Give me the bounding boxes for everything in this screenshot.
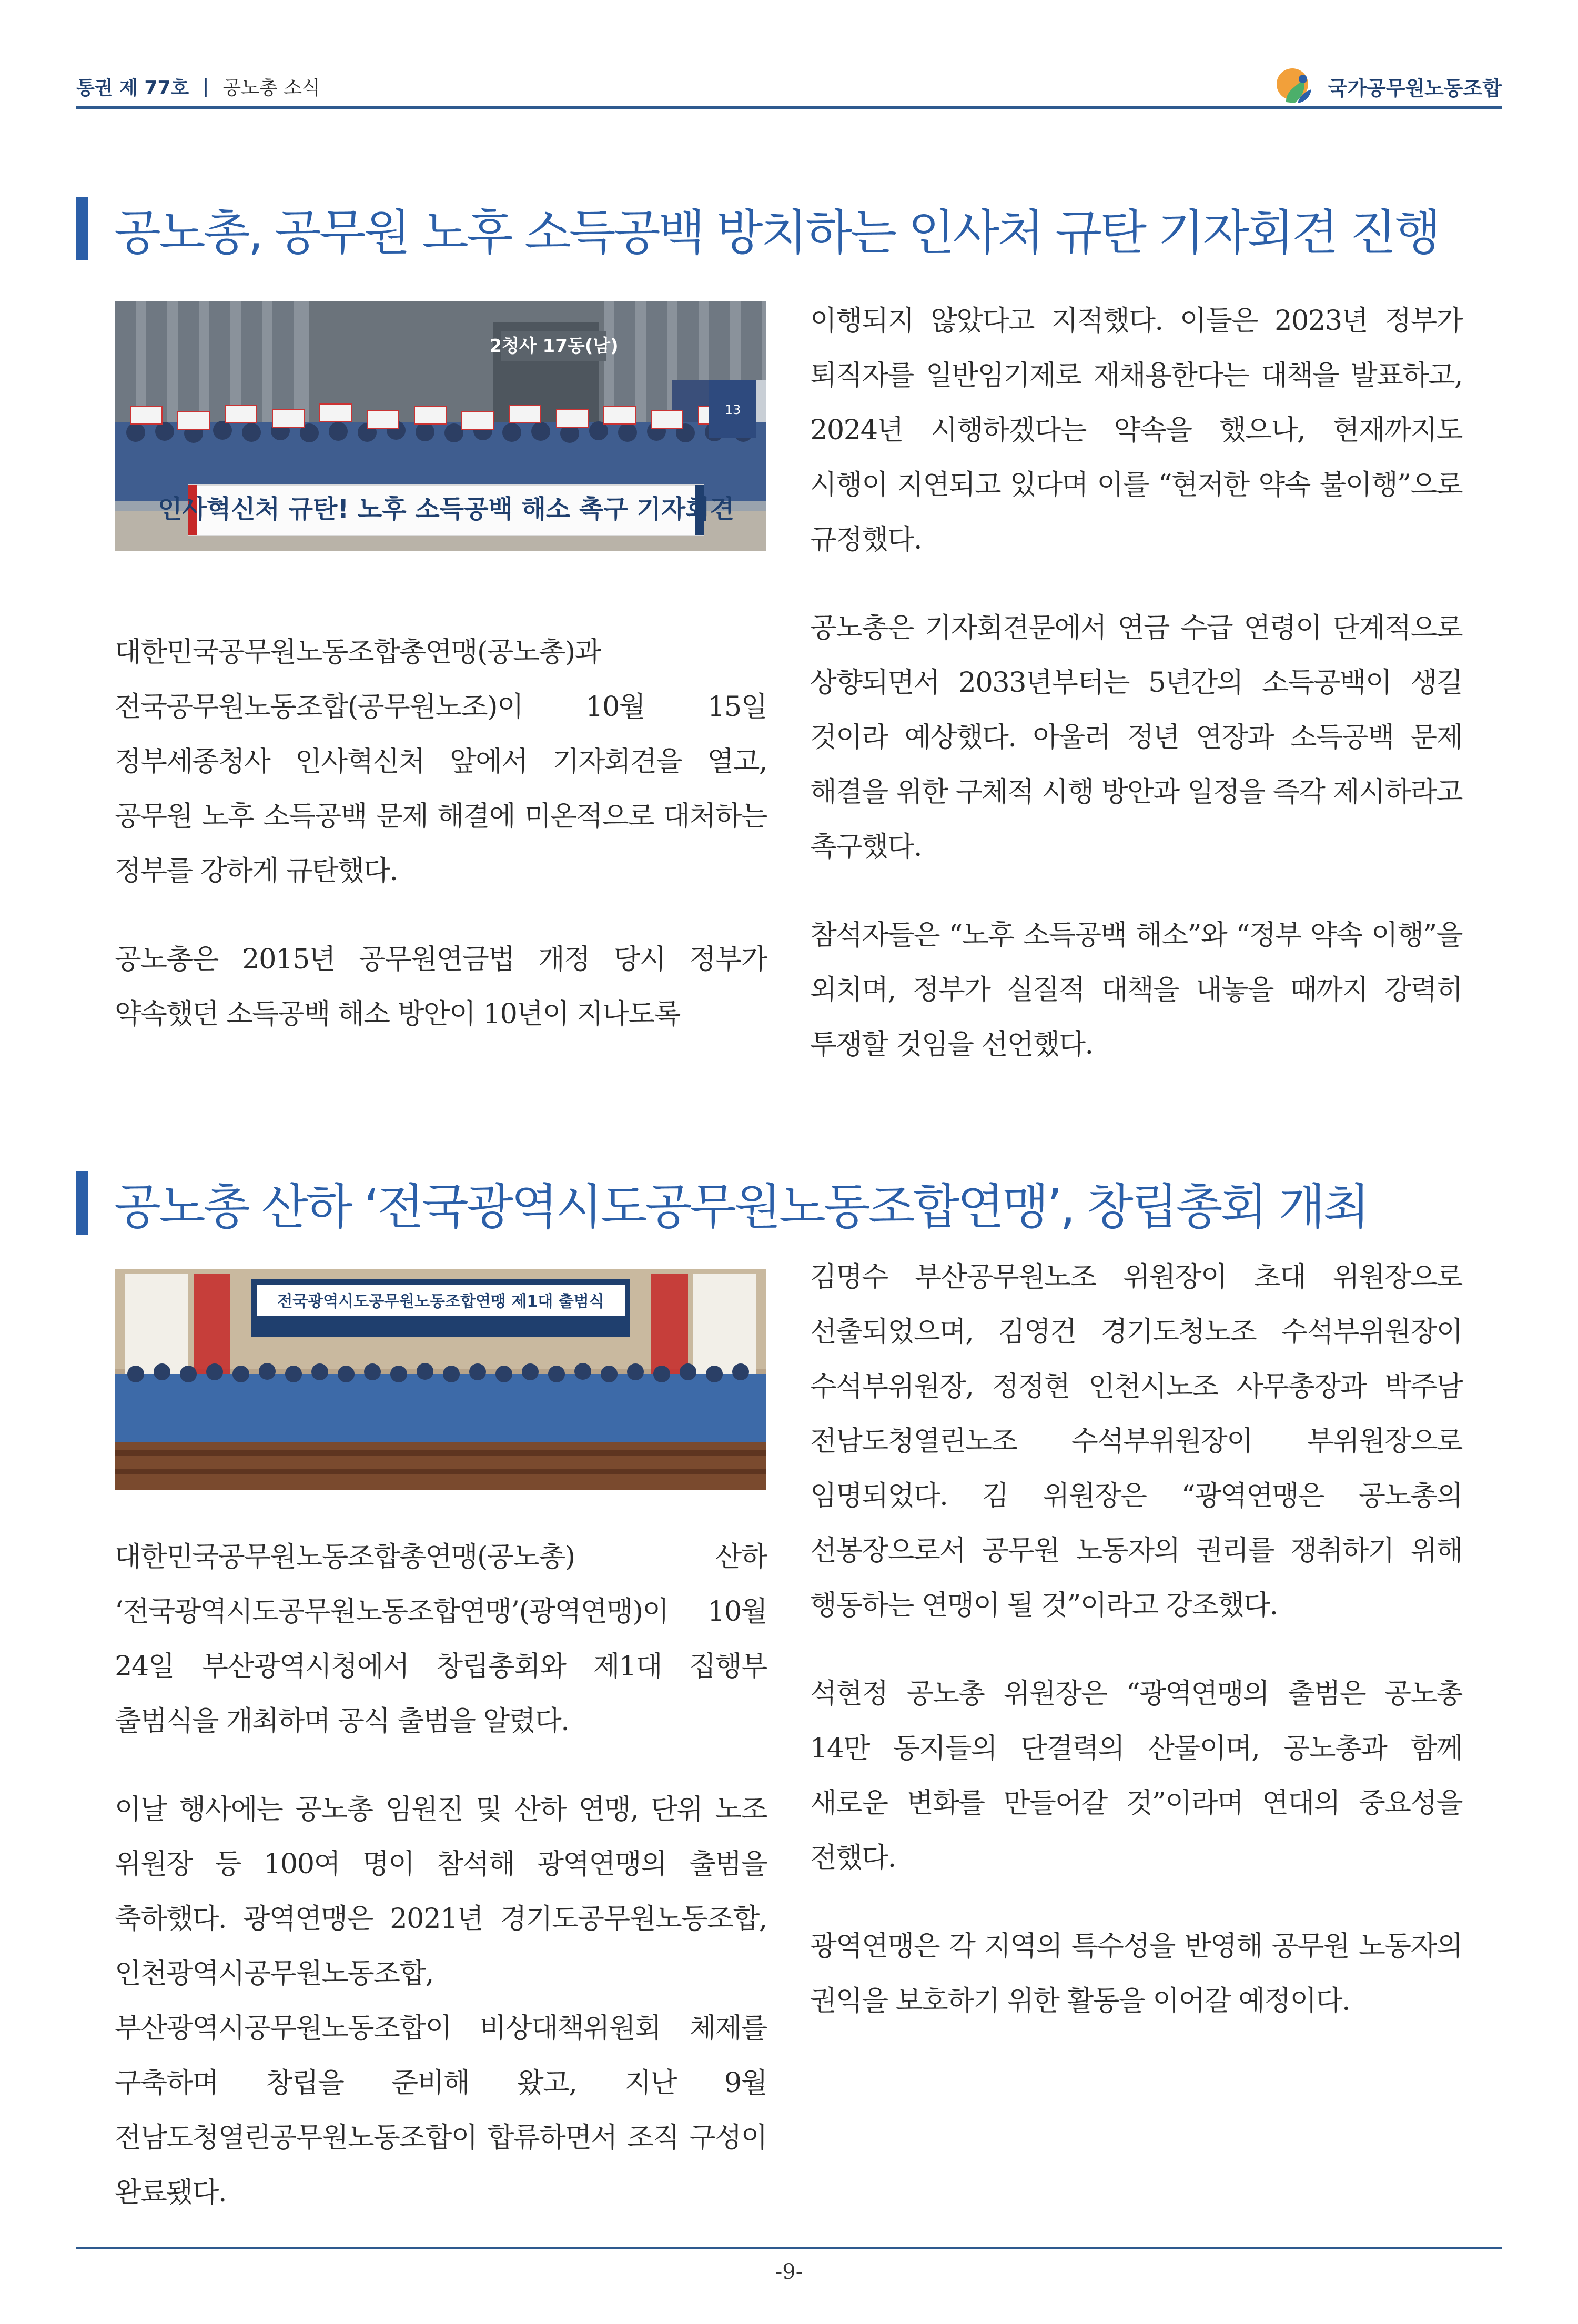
union-logo-icon bbox=[1270, 65, 1321, 107]
article2-headline bbox=[76, 1169, 1549, 1237]
article2-right-paragraph: 광역연맹은 각 지역의 특수성을 반영해 공무원 노동자의 권익을 보호하기 위한 활동을 이어갈 예정이다. bbox=[810, 1930, 1462, 2017]
issue-number: 통권 제 77호 bbox=[76, 77, 189, 99]
header-divider bbox=[76, 106, 1502, 109]
article2-right-column bbox=[810, 1250, 1462, 2062]
photo1-post-sign: 13 bbox=[724, 402, 741, 417]
article1-right-column bbox=[810, 294, 1462, 1106]
photo1-building-sign: 2청사 17동(남) bbox=[489, 336, 619, 357]
article1-title: 공노총, 공무원 노후 소득공백 방치하는 인사처 규탄 기자회견 진행 bbox=[114, 205, 1439, 261]
org-name: 국가공무원노동조합 bbox=[1328, 76, 1502, 100]
header-right bbox=[1270, 65, 1502, 107]
headline-accent-bar bbox=[76, 1171, 88, 1235]
article1-left-column bbox=[115, 625, 767, 1075]
article1-right-paragraph: 공노총은 기자회견문에서 연금 수급 연령이 단계적으로 상향되면서 2033년부터는 5년간의 소득공백이 생길 것이라 예상했다. 아울러 정년 연장과 소득공백 문제 해결을 위한 구체적 시행 방안과 일정을 즉각 제시하라고 촉구했다. bbox=[810, 612, 1462, 863]
page-header bbox=[76, 67, 1502, 105]
header-left bbox=[76, 73, 320, 100]
article1-left-paragraph: 공노총은 2015년 공무원연금법 개정 당시 정부가 약속했던 소득공백 해소 방안이 10년이 지나도록 bbox=[115, 943, 767, 1030]
article2-left-paragraph: 이날 행사에는 공노총 임원진 및 산하 연맹, 단위 노조 위원장 등 100여 명이 참석해 광역연맹의 출범을 축하했다. 광역연맹은 2021년 경기도공무원노동조합, 인천광역시공무원노동조합, 부산광역시공무원노동조합이 비상대책위원회 체제를 구축하며 창립을 준비해 왔고, 지난 9월 전남도청열린공무원노동조합이 합류하면서 조직 구성이 완료됐다. bbox=[115, 1793, 767, 2208]
article2-right-paragraph: 김명수 부산공무원노조 위원장이 초대 위원장으로 선출되었으며, 김영건 경기도청노조 수석부위원장이 수석부위원장, 정정현 인천시노조 사무총장과 박주남 전남도청열린노조 수석부위원장이 부위원장으로 임명되었다. 김 위원장은 “광역연맹은 공노총의 선봉장으로서 공무원 노동자의 권리를 쟁취하기 위해 행동하는 연맹이 될 것”이라고 강조했다. bbox=[810, 1261, 1462, 1621]
article1-photo bbox=[115, 301, 766, 551]
article1-left-paragraph: 대한민국공무원노동조합총연맹(공노총)과 전국공무원노동조합(공무원노조)이 10월 15일 정부세종청사 인사혁신처 앞에서 기자회견을 열고, 공무원 노후 소득공백 문제 해결에 미온적으로 대처하는 정부를 강하게 규탄했다. bbox=[115, 636, 767, 887]
page-number: -9- bbox=[775, 2260, 803, 2284]
photo1-banner-text: 인사혁신처 규탄! 노후 소득공백 해소 촉구 기자회견 bbox=[158, 494, 734, 524]
article2-photo bbox=[115, 1269, 766, 1490]
photo2-stage-banner: 전국광역시도공무원노동조합연맹 제1대 출범식 bbox=[277, 1292, 604, 1311]
article2-title: 공노총 산하 ‘전국광역시도공무원노동조합연맹’, 창립총회 개최 bbox=[114, 1179, 1368, 1235]
headline-accent-bar bbox=[76, 197, 88, 260]
article2-left-paragraph: 대한민국공무원노동조합총연맹(공노총) 산하 ‘전국광역시도공무원노동조합연맹’(광역연맹)이 10월 24일 부산광역시청에서 창립총회와 제1대 집행부 출범식을 개최하며 공식 출범을 알렸다. bbox=[115, 1541, 767, 1737]
article2-right-paragraph: 석현정 공노총 위원장은 “광역연맹의 출범은 공노총 14만 동지들의 단결력의 산물이며, 공노총과 함께 새로운 변화를 만들어갈 것”이라며 연대의 중요성을 전했다. bbox=[810, 1678, 1462, 1874]
header-separator: | bbox=[203, 75, 209, 97]
article1-headline bbox=[76, 195, 1549, 263]
article1-right-paragraph: 참석자들은 “노후 소득공백 해소”와 “정부 약속 이행”을 외치며, 정부가 실질적 대책을 내놓을 때까지 강력히 투쟁할 것임을 선언했다. bbox=[810, 919, 1462, 1060]
article1-right-paragraph: 이행되지 않았다고 지적했다. 이들은 2023년 정부가 퇴직자를 일반임기제로 재채용한다는 대책을 발표하고, 2024년 시행하겠다는 약속을 했으나, 현재까지도 시행이 지연되고 있다며 이를 “현저한 약속 불이행”으로 규정했다. bbox=[810, 305, 1462, 555]
footer-divider bbox=[76, 2247, 1502, 2249]
section-label: 공노총 소식 bbox=[222, 77, 320, 99]
article2-left-column bbox=[115, 1530, 767, 2254]
